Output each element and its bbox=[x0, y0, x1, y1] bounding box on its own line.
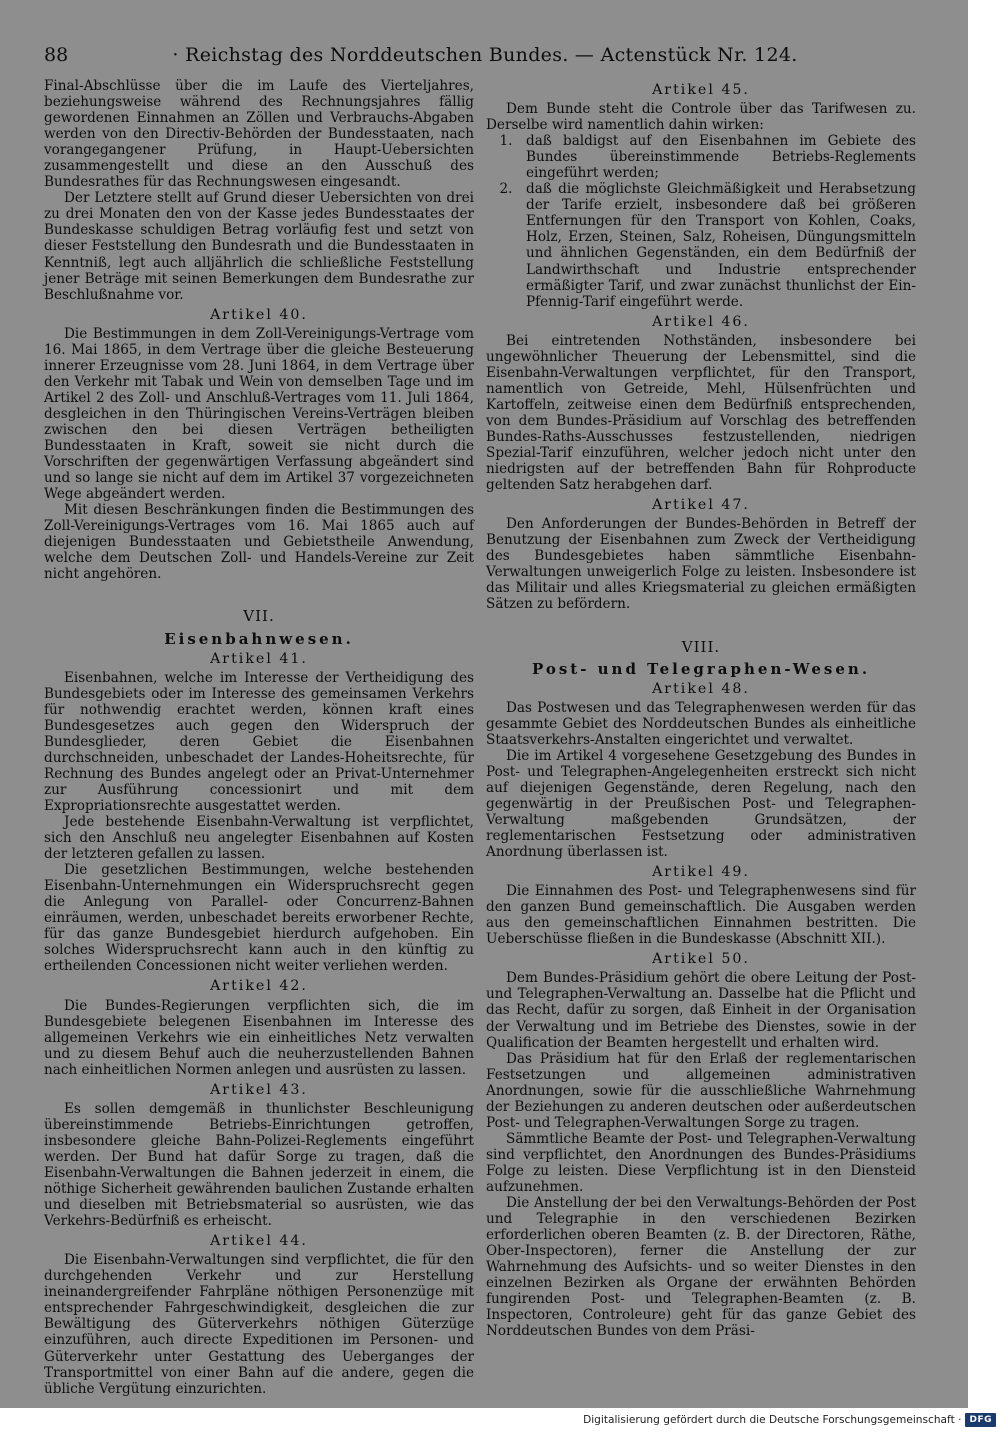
article-heading: Artikel 40. bbox=[210, 306, 308, 323]
running-head: · Reichstag des Norddeutschen Bundes. — Actenstück Nr. 124. bbox=[172, 44, 798, 66]
paragraph: Mit diesen Beschränkungen finden die Bestimmungen des Zoll-Vereinigungs-Vertrages vom 16. Mai 1865 auch auf diejenigen Bundesstaaten und Gebietstheile Anwendung, welche dem Deutschen Zoll- und Handels-Vereine zur Zeit nicht angehören. bbox=[44, 502, 474, 583]
paragraph: Sämmtliche Beamte der Post- und Telegraphen-Verwaltung sind verpflichtet, den Anordnungen des Bundes-Präsidiums Folge zu leisten. Diese Verpflichtung ist in den Diensteid aufzunehmen. bbox=[486, 1130, 916, 1195]
left-column bbox=[44, 78, 474, 1397]
article-heading: Artikel 45. bbox=[652, 82, 750, 98]
paragraph: Eisenbahnen, welche im Interesse der Vertheidigung des Bundesgebiets oder im Interesse des gemeinsamen Verkehrs für nothwendig erachtet werden, können kraft eines Bundesgesetzes auch gegen den Widerspruch der Bundesglieder, deren Gebiet die Eisenbahnen durchschneiden, unbeschadet der Landes-Hoheitsrechte, für Rechnung des Bundes angelegt oder an Privat-Unternehmer zur Ausführung concessionirt und mit dem Expropriationsrechte ausgestattet werden. bbox=[44, 669, 474, 814]
list-item bbox=[486, 133, 916, 181]
list-number: 2. bbox=[499, 181, 513, 198]
list-item bbox=[486, 181, 916, 309]
paragraph: Die im Artikel 4 vorgesehene Gesetzgebung des Bundes in Post- und Telegraphen-Angelegenheiten erstreckt sich nicht auf diejenigen Gegenstände, deren Regelung, nach den gegenwärtig in der Preußischen Post- und Telegraphen-Verwaltung maßgebenden Grundsätzen, der reglementarischen Festsetzung oder administrativen Anordnung überlassen ist. bbox=[486, 747, 916, 861]
paragraph: Die Einnahmen des Post- und Telegraphenwesens sind für den ganzen Bund gemeinschaftlich. Die Ausgaben werden aus den gemeinschaftlichen Einnahmen bestritten. Die Ueberschüsse fließen in die Bundeskasse (Abschnitt XII.). bbox=[486, 883, 916, 948]
list-text: daß die möglichste Gleichmäßigkeit und Herabsetzung der Tarife erzielt, insbesondere daß bei größeren Entfernungen für den Transport von Kohlen, Coaks, Holz, Erzen, Steinen, Salz, Roheisen, Düngungsmitteln und ähnlichen Gegenständen, ein dem Bedürfniß der Landwirthschaft und Industrie entsprechender ermäßigter Tarif, und zwar zunächst thunlichst der Ein-Pfennig-Tarif eingeführt werde. bbox=[526, 181, 916, 310]
paragraph: Bei eintretenden Nothständen, insbesondere bei ungewöhnlicher Theuerung der Lebensmittel, sind die Eisenbahn-Verwaltungen verpflichtet, für den Transport, namentlich von Getreide, Mehl, Hülsenfrüchten und Kartoffeln, zeitweise einen dem Bedürfniß entsprechenden, von dem Bundes-Präsidium auf Vorschlag des betreffenden Bundes-Raths-Ausschusses festzustellenden, niedrigen Spezial-Tarif einzuführen, welcher jedoch nicht unter den niedrigsten auf der betreffenden Bahn für Rohproducte geltenden Satz herabgehen darf. bbox=[486, 332, 916, 494]
paragraph: Die Bestimmungen in dem Zoll-Vereinigungs-Vertrage vom 16. Mai 1865, in dem Vertrage über die gleiche Besteuerung innerer Erzeugnisse vom 28. Juni 1864, in dem Vertrage über den Verkehr mit Tabak und Wein von demselben Tage und im Artikel 2 des Zoll- und Anschluß-Vertrages vom 11. Juli 1864, desgleichen in den Thüringischen Vereins-Verträgen bleiben zwischen den bei diesen Verträgen betheiligten Bundesstaaten in Kraft, soweit sie nicht durch die Vorschriften der gegenwärtigen Verfassung abgeändert sind und so lange sie nicht auf dem im Artikel 37 vorgezeichneten Wege abgeändert werden. bbox=[44, 325, 474, 503]
paragraph: Die Bundes-Regierungen verpflichten sich, die im Bundesgebiete belegenen Eisenbahnen im Interesse des allgemeinen Verkehrs wie ein einheitliches Netz verwalten und zu diesem Behuf auch die neuherzustellenden Bahnen nach einheitlichen Normen anlegen und ausrüsten zu lassen. bbox=[44, 997, 474, 1078]
paragraph: Den Anforderungen der Bundes-Behörden in Betreff der Benutzung der Eisenbahnen zum Zweck der Vertheidigung des Bundesgebietes haben sämmtliche Eisenbahn-Verwaltungen unweigerlich Folge zu leisten. Insbesondere ist das Militair und alles Kriegsmaterial zu gleichen ermäßigten Sätzen zu befördern. bbox=[486, 516, 916, 613]
article-heading: Artikel 47. bbox=[652, 497, 750, 514]
paragraph: Die Eisenbahn-Verwaltungen sind verpflichtet, die für den durchgehenden Verkehr und zur Herstellung ineinandergreifender Fahrpläne nöthigen Personenzüge mit entsprechender Fahrgeschwindigkeit, desgleichen die zur Bewältigung des Güterverkehrs nöthigen Güterzüge einzuführen, auch directe Expeditionen im Personen- und Güterverkehr unter Gestattung des Ueberganges der Transportmittel von einer Bahn auf die andere, gegen die übliche Vergütung einzurichten. bbox=[44, 1252, 474, 1397]
footer-credit: Digitalisierung gefördert durch die Deutsche Forschungsgemeinschaft · bbox=[583, 1414, 962, 1426]
article-heading: Artikel 46. bbox=[652, 313, 750, 330]
paragraph: Das Präsidium hat für den Erlaß der reglementarischen Festsetzungen und allgemeinen administrativen Anordnungen, sowie für die ausschließliche Wahrnehmung der Beziehungen zu anderen deutschen oder außerdeutschen Post- und Telegraphen-Verwaltungen Sorge zu tragen. bbox=[486, 1050, 916, 1131]
list-text: daß baldigst auf den Eisenbahnen im Gebiete des Bundes übereinstimmende Betriebs-Reglements eingeführt werden; bbox=[526, 133, 916, 182]
article-heading: Artikel 44. bbox=[210, 1233, 308, 1250]
right-column bbox=[486, 78, 916, 1339]
paragraph: Der Letztere stellt auf Grund dieser Uebersichten von drei zu drei Monaten den von der Kasse jedes Bundesstaates der Bundeskasse schuldigen Betrag vorläufig fest und setzt von dieser Feststellung den Bundesrath und die Bundesstaaten in Kenntniß, legt auch alljährlich die schließliche Feststellung jener Beträge mit seinen Bemerkungen dem Bundesrathe zur Beschlußnahme vor. bbox=[44, 190, 474, 303]
paragraph: Das Postwesen und das Telegraphenwesen werden für das gesammte Gebiet des Norddeutschen Bundes als einheitliche Staatsverkehrs-Anstalten eingerichtet und verwaltet. bbox=[486, 699, 916, 748]
article-heading: Artikel 50. bbox=[652, 951, 750, 968]
paragraph: Es sollen demgemäß in thunlichster Beschleunigung übereinstimmende Betriebs-Einrichtungen getroffen, insbesondere gleiche Bahn-Polizei-Reglements eingeführt werden. Der Bund hat dafür Sorge zu tragen, daß die Eisenbahn-Verwaltungen die Bahnen jederzeit in einem, die nöthige Sicherheit gewährenden baulichen Zustande erhalten und dieselben mit Betriebsmaterial so ausrüsten, wie das Verkehrs-Bedürfniß es erheischt. bbox=[44, 1100, 474, 1230]
article-heading: Artikel 42. bbox=[210, 978, 308, 995]
paragraph: Die gesetzlichen Bestimmungen, welche bestehenden Eisenbahn-Unternehmungen ein Widerspruchsrecht gegen die Anlegung von Parallel- oder Concurrenz-Bahnen einräumen, werden, unbeschadet bereits erworbener Rechte, für das ganze Bundesgebiet hierdurch aufgehoben. Ein solches Widerspruchsrecht kann auch in den künftig zu ertheilenden Concessionen nicht weiter verliehen werden. bbox=[44, 862, 474, 975]
paragraph: Final-Abschlüsse über die im Laufe des Vierteljahres, beziehungsweise während des Rechnungsjahres fällig gewordenen Einnahmen an Zöllen und Verbrauchs-Abgaben werden von den Directiv-Behörden der Bundesstaaten, nach vorangegangener Prüfung, in Haupt-Uebersichten zusammengestellt und diese an den Ausschuß des Bundesrathes für das Rechnungswesen eingesandt. bbox=[44, 78, 474, 191]
article-heading: Artikel 49. bbox=[652, 864, 750, 881]
paragraph: Die Anstellung der bei den Verwaltungs-Behörden der Post und Telegraphie in den verschiedenen Bezirken erforderlichen oberen Beamten (z. B. der Directoren, Räthe, Ober-Inspectoren), ferner die Anstellung der zur Wahrnehmung des Aufsichts- und so weiter Dienstes in den einzelnen Bezirken als Organe der erwähnten Behörden fungirenden Post- und Telegraphen-Beamten (z. B. Inspectoren, Controleure) geht für das ganze Gebiet des Norddeutschen Bundes von dem Präsi- bbox=[486, 1195, 916, 1340]
section-title: Post- und Telegraphen-Wesen. bbox=[531, 659, 871, 678]
article-heading: Artikel 48. bbox=[652, 680, 750, 697]
list-number: 1. bbox=[499, 133, 513, 150]
paragraph: Jede bestehende Eisenbahn-Verwaltung ist verpflichtet, sich den Anschluß neu angelegter Eisenbahnen auf Kosten der letzteren gefallen zu lassen. bbox=[44, 814, 474, 863]
page-number: 88 bbox=[44, 44, 69, 66]
section-number: VII. bbox=[243, 607, 275, 626]
paragraph: Dem Bunde steht die Controle über das Tarifwesen zu. Derselbe wird namentlich dahin wirken: bbox=[486, 101, 916, 134]
dfg-logo: DFG bbox=[965, 1413, 996, 1427]
paragraph: Dem Bundes-Präsidium gehört die obere Leitung der Post- und Telegraphen-Verwaltung an. Dasselbe hat die Pflicht und das Recht, dafür zu sorgen, daß Einheit in der Organisation der Verwaltung und im Betriebe des Dienstes, sowie in der Qualification der Beamten hergestellt und erhalten wird. bbox=[486, 970, 916, 1051]
page-header bbox=[40, 40, 930, 70]
digitization-footer bbox=[560, 1410, 996, 1430]
section-title: Eisenbahnwesen. bbox=[164, 629, 354, 648]
article-heading: Artikel 43. bbox=[210, 1081, 308, 1098]
article-heading: Artikel 41. bbox=[210, 650, 308, 667]
section-number: VIII. bbox=[681, 637, 721, 656]
